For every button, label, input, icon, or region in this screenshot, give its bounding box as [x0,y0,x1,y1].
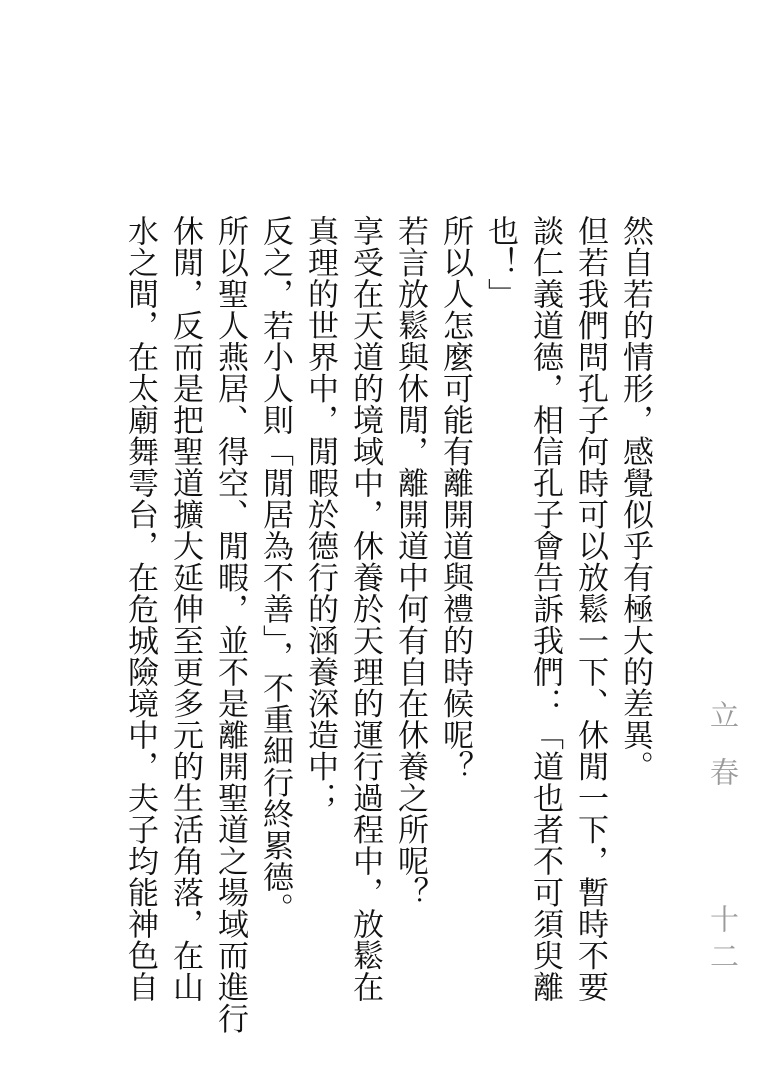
text-column-10: 所以聖人燕居、得空、閒暇，並不是離開聖道之場域而進行 [212,215,248,1034]
page-number: 十二 [706,904,740,978]
text-column-8: 真理的世界中，閒暇於德行的涵養深造中； [302,215,338,814]
chapter-title: 立春 [706,700,740,814]
vertical-body-text [117,215,657,1034]
text-column-2: 但若我們問孔子何時可以放鬆一下、休閒一下，暫時不要 [572,215,608,1003]
text-column-7: 享受在天道的境域中，休養於天理的運行過程中，放鬆在 [347,215,383,1003]
text-column-1: 然自若的情形，感覺似乎有極大的差異。 [617,215,653,782]
text-column-6: 若言放鬆與休閒，離開道中何有自在休養之所呢？ [392,215,428,908]
text-column-4: 也！」 [482,215,518,310]
text-column-5: 所以人怎麼可能有離開道與禮的時候呢？ [437,215,473,782]
text-column-11: 休閒，反而是把聖道擴大延伸至更多元的生活角落，在山 [167,215,203,1003]
text-column-12: 水之間，在太廟舞雩台，在危城險境中，夫子均能神色自 [122,215,158,1003]
text-column-9: 反之，若小人則「閒居為不善」，不重細行終累德。 [257,215,293,924]
text-column-3: 談仁義道德，相信孔子會告訴我們：「道也者不可須臾離 [527,215,563,1003]
